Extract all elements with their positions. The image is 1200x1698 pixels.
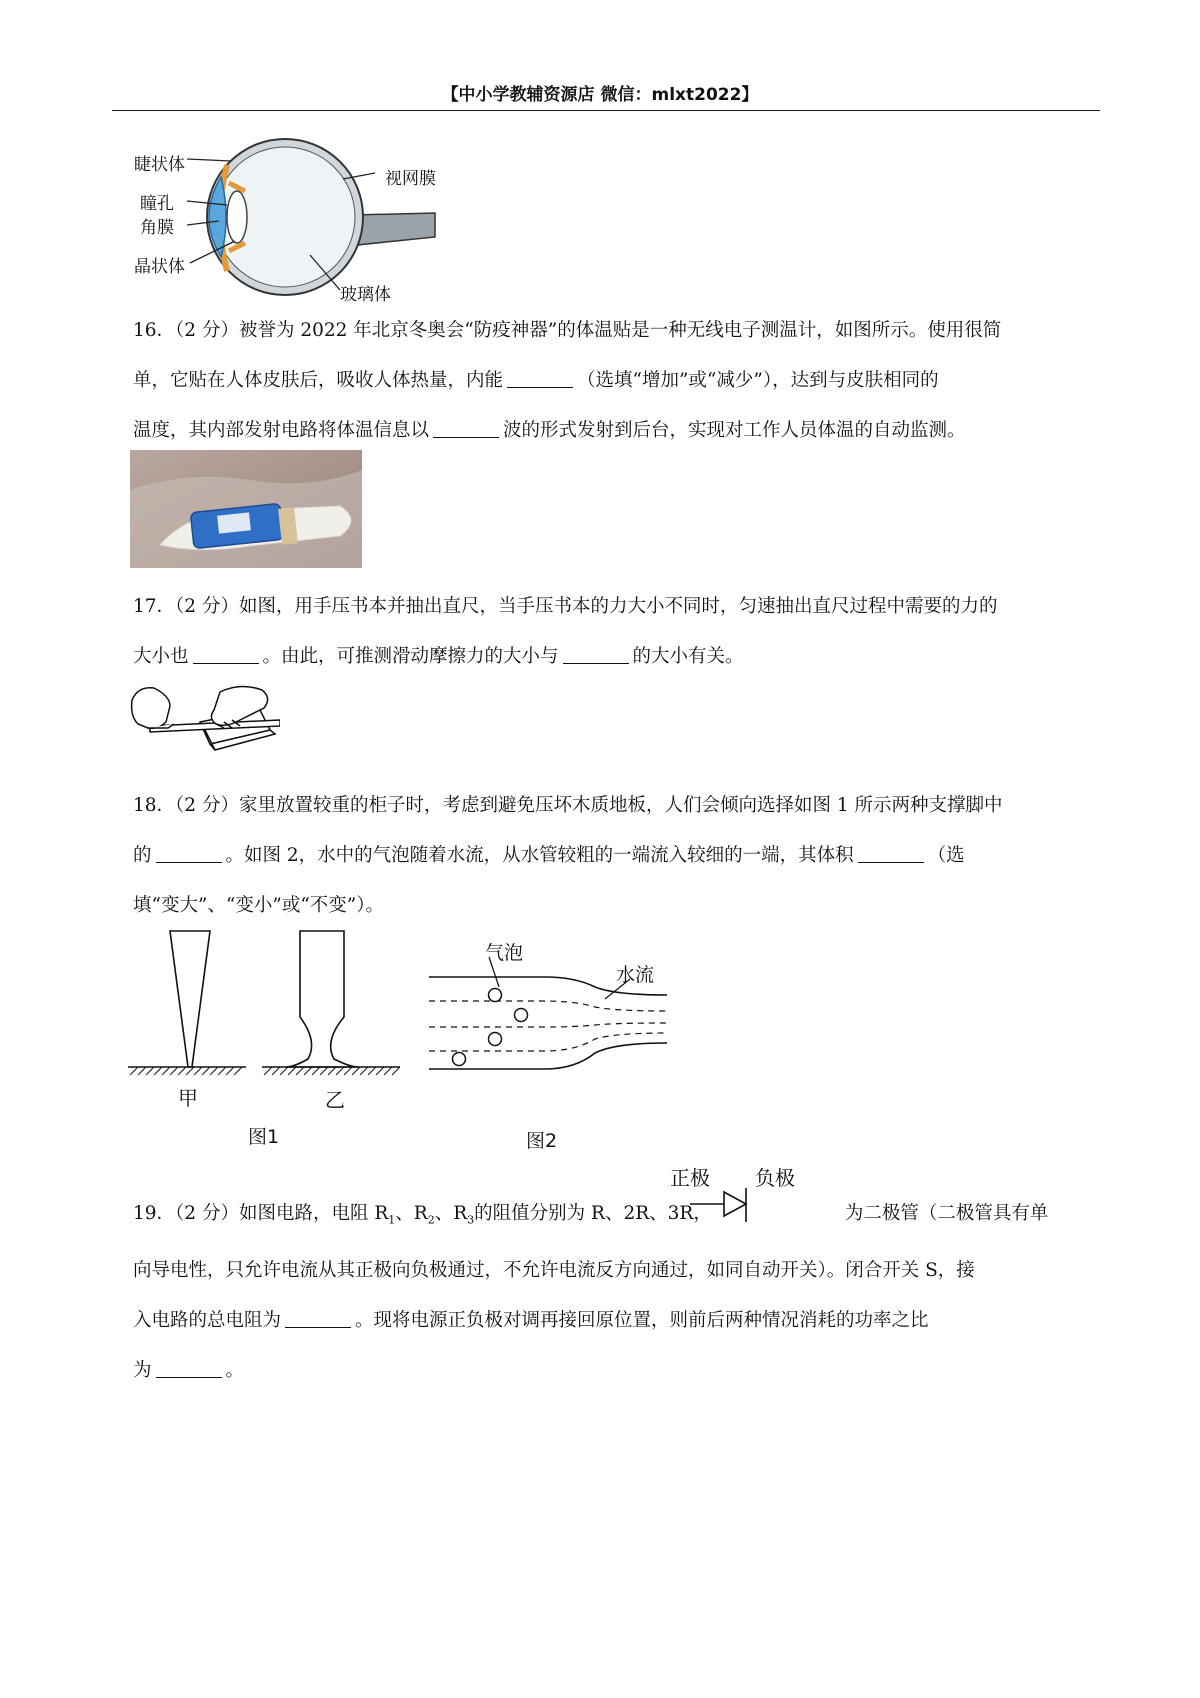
q19-line-1: 19．（2 分）如图电路，电阻 $R_1$、$R_2$、$R_3$的阻值分别为 R、2R、3R， 为二极管（二极管具有单 bbox=[133, 1203, 1049, 1227]
header-rule bbox=[112, 110, 1100, 111]
figure-1-support-feet bbox=[128, 925, 408, 1095]
q18-line-2: 的 。如图 2，水中的气泡随着水流，从水管较粗的一端流入较细的一端，其体积 （选 bbox=[133, 845, 965, 866]
q19-line-4: 为 。 bbox=[133, 1359, 245, 1381]
question-17 bbox=[133, 582, 1093, 682]
q19-line-2: 向导电性，只允许电流从其正极向负极通过，不允许电流反方向通过，如同自动开关）。闭合开关 S，接 bbox=[133, 1259, 975, 1281]
question-18 bbox=[133, 781, 1093, 931]
q16-line-3: 温度，其内部发射电路将体温信息以 波的形式发射到后台，实现对工作人员体温的自动监测。 bbox=[133, 420, 966, 441]
page-header: 【中小学教辅资源店 微信：mlxt2022】 bbox=[441, 85, 759, 105]
q17-blank-2[interactable] bbox=[563, 645, 629, 664]
fig1-label-jia: 甲 bbox=[178, 1086, 198, 1110]
q19-blank-1[interactable] bbox=[285, 1309, 351, 1328]
fig2-caption: 图2 bbox=[526, 1130, 558, 1152]
q18-blank-1[interactable] bbox=[156, 844, 222, 863]
q17-line-2: 大小也 。由此，可推测滑动摩擦力的大小与 的大小有关。 bbox=[133, 646, 744, 667]
eye-label-pupil: 瞳孔 bbox=[140, 194, 174, 214]
eye-label-lens: 晶状体 bbox=[134, 257, 185, 277]
fig1-caption: 图1 bbox=[248, 1126, 280, 1148]
q18-line-1: 18．（2 分）家里放置较重的柜子时，考虑到避免压坏木质地板，人们会倾向选择如图 1 所示两种支撑脚中 bbox=[133, 795, 1003, 816]
fig2-label-bubble: 气泡 bbox=[485, 942, 524, 964]
q19-blank-2[interactable] bbox=[156, 1359, 222, 1378]
eye-label-cornea: 角膜 bbox=[140, 218, 174, 238]
eye-label-ciliary: 睫状体 bbox=[134, 155, 185, 175]
q16-blank-1[interactable] bbox=[507, 369, 573, 388]
figure-2-water-pipe bbox=[425, 935, 675, 1075]
q17-line-1: 17．（2 分）如图，用手压书本并抽出直尺，当手压书本的力大小不同时，匀速抽出直尺过程中需要的力的 bbox=[133, 596, 998, 617]
q16-line-1: 16．（2 分）被誉为 2022 年北京冬奥会“防疫神器”的体温贴是一种无线电子测温计，如图所示。使用很简 bbox=[133, 320, 1002, 341]
q18-blank-2[interactable] bbox=[858, 844, 924, 863]
eye-label-retina: 视网膜 bbox=[385, 169, 436, 189]
q17-blank-1[interactable] bbox=[193, 645, 259, 664]
fig1-label-yi: 乙 bbox=[325, 1088, 345, 1112]
q16-blank-2[interactable] bbox=[433, 419, 499, 438]
question-19 bbox=[133, 1189, 1093, 1396]
fig2-label-flow: 水流 bbox=[616, 964, 655, 986]
question-16 bbox=[133, 306, 1093, 456]
q18-line-3: 填“变大”、“变小”或“不变”）。 bbox=[133, 895, 384, 916]
diode-label-negative: 负极 bbox=[755, 1166, 795, 1190]
q16-line-2: 单，它贴在人体皮肤后，吸收人体热量，内能 （选填“增加”或“减少”），达到与皮肤相同的 bbox=[133, 370, 939, 391]
eye-label-vitreous: 玻璃体 bbox=[340, 285, 391, 305]
diode-label-positive: 正极 bbox=[670, 1166, 710, 1190]
temperature-patch-photo bbox=[130, 450, 362, 568]
hand-book-ruler-figure bbox=[130, 682, 280, 752]
q19-line-3: 入电路的总电阻为 。现将电源正负极对调再接回原位置，则前后两种情况消耗的功率之比 bbox=[133, 1309, 929, 1331]
